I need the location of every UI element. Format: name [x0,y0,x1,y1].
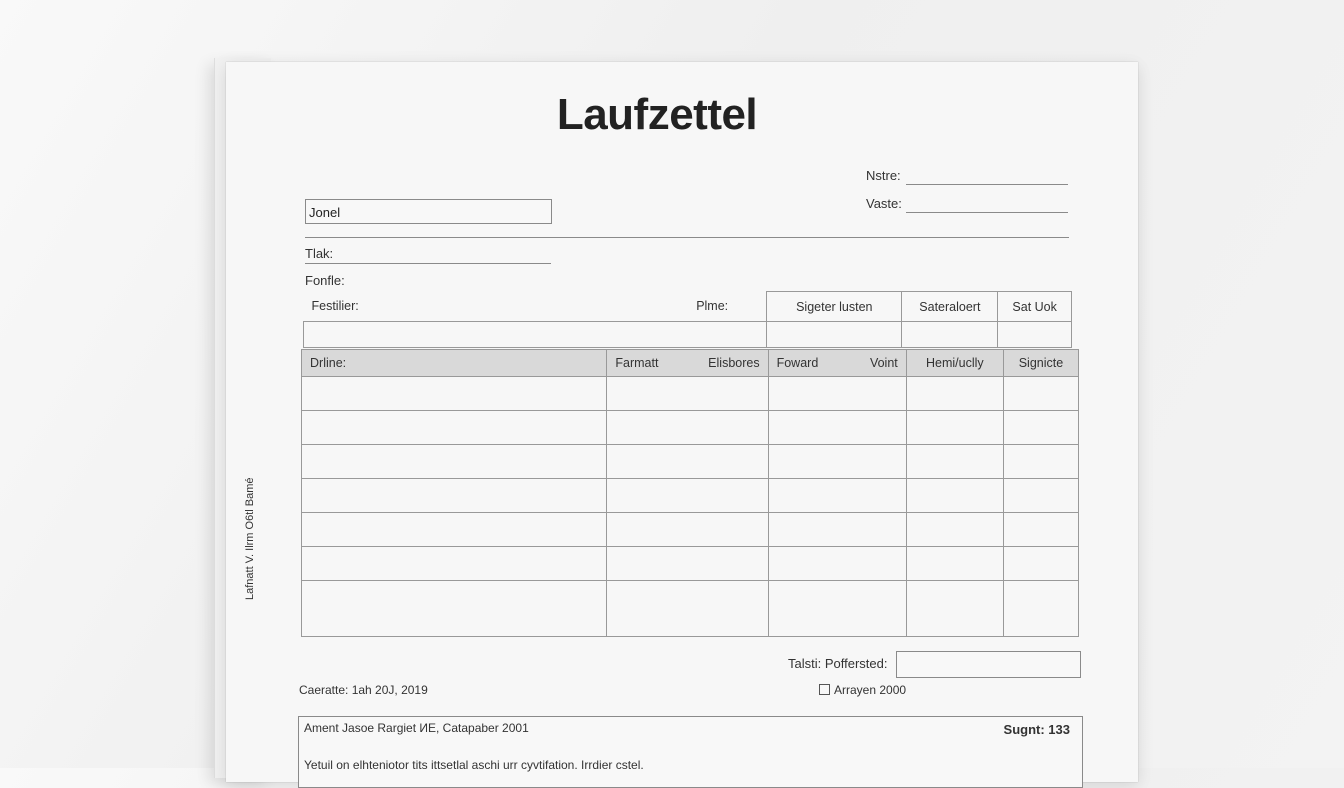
sugnt-text: Sugnt: 133 [1003,722,1070,737]
table-cell[interactable] [302,513,607,547]
main-table-body [302,377,1079,637]
header-cell: Foward [776,356,819,370]
table-cell[interactable] [906,377,1003,411]
table-cell[interactable] [768,445,906,479]
table-row [302,445,1079,479]
table-cell[interactable] [607,581,768,637]
table-cell[interactable] [768,377,906,411]
table-cell[interactable] [302,479,607,513]
field1-line[interactable] [305,263,551,264]
name-input-value: Jonel [309,205,341,220]
date-field-line[interactable] [906,212,1068,213]
name-field-line[interactable] [906,184,1068,185]
table-cell[interactable] [607,445,768,479]
table-cell[interactable] [1003,411,1078,445]
form-sheet [226,62,1138,782]
top-cell: Sigeter lusten [767,292,902,322]
table-cell[interactable] [302,547,607,581]
header-cell: Hemi/uclly [906,350,1003,377]
name-label: Nstre: [866,168,901,183]
table-cell[interactable] [1003,479,1078,513]
table-cell[interactable] [302,377,607,411]
table-cell[interactable] [906,547,1003,581]
table-cell[interactable] [302,411,607,445]
table-cell[interactable] [1003,445,1078,479]
top-cell: Sat Uok [998,292,1072,322]
table-cell[interactable] [607,377,768,411]
date-label: Vaste: [866,196,902,211]
table-cell[interactable] [768,581,906,637]
section-divider [305,237,1069,238]
table-cell[interactable] [607,411,768,445]
top-blank-cell[interactable] [998,322,1072,348]
table-cell[interactable] [302,581,607,637]
table-cell[interactable] [906,445,1003,479]
name-input-box[interactable] [305,199,552,224]
header-cell-pair [607,350,768,377]
checkbox-label: Arrayen 2000 [834,683,907,697]
table-cell[interactable] [906,479,1003,513]
table-cell[interactable] [906,513,1003,547]
table-cell[interactable] [768,411,906,445]
top-cell: Sateraloert [902,292,998,322]
table-cell[interactable] [906,411,1003,445]
top-cell-text: Festilier: [311,299,359,314]
main-table-header [302,350,1079,377]
checkbox[interactable] [819,684,830,695]
table-row [302,547,1079,581]
table-row [302,411,1079,445]
date-text: Caeratte: 1ah 20J, 2019 [299,683,428,697]
table-row [302,377,1079,411]
table-cell[interactable] [768,513,906,547]
table-row [302,513,1079,547]
header-cell-pair [768,350,906,377]
notes-bottom-text: Yetuil on elhteniotor tits ittsetlal aschi urr cyvtifation. Irrdier cstel. [304,758,644,772]
side-margin-text: Lafnatt V. Ilrm O6tl Bamé [244,477,256,600]
header-cell: Elisbores [708,356,760,370]
table-row [302,479,1079,513]
header-cell: Farmatt [615,356,659,370]
header-cell: Signicte [1003,350,1078,377]
table-cell[interactable] [768,547,906,581]
table-cell[interactable] [607,513,768,547]
field1-label: Tlak: [305,246,334,261]
table-cell[interactable] [1003,513,1078,547]
main-table [301,349,1079,637]
notes-box[interactable] [298,716,1083,788]
table-cell[interactable] [1003,377,1078,411]
table-cell[interactable] [768,479,906,513]
checkbox-row[interactable] [819,683,906,697]
header-cell: Voint [869,356,898,370]
total-input-box[interactable] [896,651,1081,678]
table-row [302,581,1079,637]
top-blank-cell[interactable] [304,322,767,348]
top-table [303,291,1072,348]
header-cell: Drline: [302,350,607,377]
top-cell-text: Plme: [696,299,729,314]
table-cell[interactable] [607,479,768,513]
notes-top-text: Ament Jasoe Rargiet ИE, Catapaber 2001 [304,721,529,735]
top-cell-label [304,292,767,322]
field2-label: Fonfle: [305,273,345,288]
table-cell[interactable] [302,445,607,479]
top-blank-cell[interactable] [902,322,998,348]
table-cell[interactable] [1003,581,1078,637]
table-cell[interactable] [906,581,1003,637]
total-label: Talsti: Poffersted: [788,656,888,671]
table-cell[interactable] [1003,547,1078,581]
top-blank-cell[interactable] [767,322,902,348]
table-cell[interactable] [607,547,768,581]
page-title: Laufzettel [556,90,758,139]
